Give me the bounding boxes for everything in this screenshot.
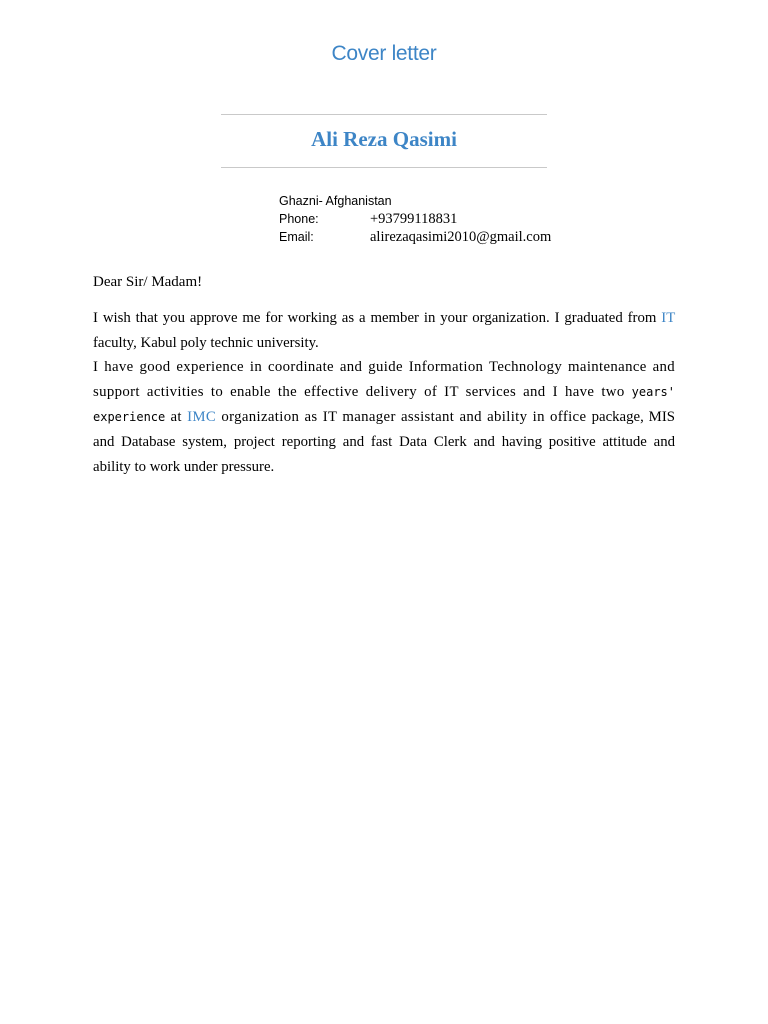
bottom-divider	[221, 167, 547, 168]
paragraph-education	[93, 306, 675, 356]
paragraph-education-text-a: I wish that you approve me for working as a member in your organization. I graduated from	[93, 310, 662, 326]
email-row	[279, 228, 551, 246]
salutation: Dear Sir/ Madam!	[93, 274, 203, 290]
paragraph-experience-text-c: organization as IT manager assistant and ability in office	[216, 409, 592, 425]
paragraph-education-text-b: faculty, Kabul poly technic university.	[93, 335, 319, 351]
paragraph-experience-text-d: package, MIS and Database system, project reporting and fast Data Clerk and having positive attitude and ability to work under pressure.	[93, 409, 675, 475]
top-divider	[221, 114, 547, 115]
document-title: Cover letter	[331, 42, 437, 65]
paragraph-experience-text-b: at	[165, 409, 188, 425]
phone-row	[279, 210, 551, 228]
it-link[interactable]: IT	[661, 310, 675, 326]
phone-value: +93799118831	[370, 211, 458, 227]
location-text: Ghazni- Afghanistan	[279, 194, 392, 208]
location-row	[279, 192, 551, 210]
phone-label: Phone:	[279, 212, 319, 226]
email-value: alirezaqasimi2010@gmail.com	[370, 229, 552, 245]
paragraph-experience	[93, 355, 675, 480]
experience-phrase: years' experience	[93, 385, 675, 424]
contact-block	[279, 192, 551, 246]
email-label: Email:	[279, 230, 314, 244]
paragraph-experience-text-a: I have good experience in coordinate and guide Information Technology maintenance and support activities to enable the effective delivery of IT services and I have two	[93, 359, 675, 400]
imc-link[interactable]: IMC	[187, 409, 217, 425]
applicant-name: Ali Reza Qasimi	[311, 127, 457, 151]
